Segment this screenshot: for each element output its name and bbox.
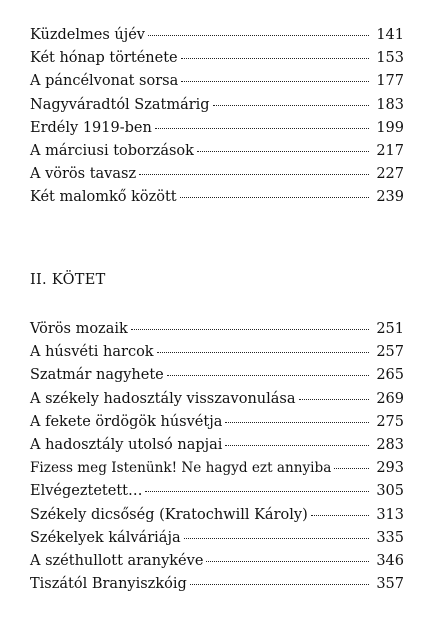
dot-leader xyxy=(181,81,369,82)
dot-leader xyxy=(157,352,369,353)
toc-entry xyxy=(30,411,404,434)
dot-leader xyxy=(181,58,369,59)
toc-entry xyxy=(30,434,404,457)
dot-leader xyxy=(155,128,369,129)
toc-entry xyxy=(30,117,404,140)
toc-entry xyxy=(30,457,404,480)
toc-entry-page: 257 xyxy=(376,344,404,361)
toc-entry-page: 251 xyxy=(376,321,404,337)
toc-entry xyxy=(30,70,404,93)
toc-entry-title: A széthullott aranykéve xyxy=(30,552,204,569)
toc-entry-page: 305 xyxy=(376,483,404,500)
toc-entry xyxy=(30,163,404,186)
toc-entry-page: 239 xyxy=(376,189,404,206)
dot-leader xyxy=(167,375,369,376)
dot-leader xyxy=(197,151,369,152)
dot-leader xyxy=(299,399,370,400)
toc-entry xyxy=(30,94,404,117)
dot-leader xyxy=(190,584,369,585)
toc-entry-page: 177 xyxy=(376,73,404,90)
toc-entry-title: Két hónap története xyxy=(30,50,178,67)
toc-entry-title: Fizess meg Istenünk! Ne hagyd ezt annyiba xyxy=(30,460,332,477)
toc-entry-title: Két malomkő között xyxy=(30,189,177,206)
toc-entry-title: A fekete ördögök húsvétja xyxy=(30,413,223,430)
toc-list-part-1 xyxy=(30,24,404,210)
toc-entry-title: A vörös tavasz xyxy=(30,166,137,183)
toc-entry-page: 357 xyxy=(376,576,404,593)
toc-entry-page: 141 xyxy=(376,27,404,43)
toc-entry-page: 227 xyxy=(376,166,404,183)
toc-entry xyxy=(30,364,404,387)
toc-entry xyxy=(30,47,404,70)
dot-leader xyxy=(334,468,369,469)
toc-entry xyxy=(30,388,404,411)
dot-leader xyxy=(213,105,369,106)
toc-entry-page: 153 xyxy=(376,50,404,67)
toc-entry xyxy=(30,341,404,364)
toc-entry-title: A hadosztály utolsó napjai xyxy=(30,436,223,453)
dot-leader xyxy=(225,445,369,446)
toc-entry-title: A székely hadosztály visszavonulása xyxy=(30,390,296,407)
toc-entry-title: Nagyváradtól Szatmárig xyxy=(30,96,210,113)
toc-entry-title: Küzdelmes újév xyxy=(30,27,145,43)
toc-entry-page: 183 xyxy=(376,96,404,113)
toc-entry xyxy=(30,24,404,47)
toc-entry-page: 293 xyxy=(376,460,404,477)
toc-entry-title: A márciusi toborzások xyxy=(30,142,194,159)
toc-entry-title: Székelyek kálváriája xyxy=(30,529,181,546)
toc-entry-title: Székely dicsőség (Kratochwill Károly) xyxy=(30,506,308,523)
toc-entry-title: Szatmár nagyhete xyxy=(30,367,164,384)
toc-entry-page: 269 xyxy=(376,390,404,407)
toc-entry-title: A húsvéti harcok xyxy=(30,344,154,361)
toc-entry-title: Erdély 1919-ben xyxy=(30,119,152,136)
dot-leader xyxy=(139,174,369,175)
toc-entry-page: 346 xyxy=(376,552,404,569)
toc-entry-title: Elvégeztetett… xyxy=(30,483,143,500)
toc-entry xyxy=(30,504,404,527)
dot-leader xyxy=(131,329,369,330)
toc-entry xyxy=(30,480,404,503)
section-heading: II. KÖTET xyxy=(30,272,106,288)
toc-entry xyxy=(30,318,404,341)
toc-entry-page: 217 xyxy=(376,142,404,159)
dot-leader xyxy=(184,538,369,539)
toc-entry-page: 313 xyxy=(376,506,404,523)
toc-list-part-2 xyxy=(30,318,404,596)
toc-entry xyxy=(30,186,404,209)
toc-entry-page: 265 xyxy=(376,367,404,384)
dot-leader xyxy=(311,515,369,516)
dot-leader xyxy=(206,561,369,562)
toc-entry-page: 283 xyxy=(376,436,404,453)
toc-entry xyxy=(30,527,404,550)
toc-entry-title: Tiszától Branyiszkóig xyxy=(30,576,187,593)
toc-entry-title: A páncélvonat sorsa xyxy=(30,73,179,90)
dot-leader xyxy=(148,35,369,36)
toc-entry-title: Vörös mozaik xyxy=(30,321,128,337)
toc-entry xyxy=(30,550,404,573)
toc-entry-page: 275 xyxy=(376,413,404,430)
dot-leader xyxy=(225,422,369,423)
dot-leader xyxy=(180,197,369,198)
dot-leader xyxy=(145,491,369,492)
toc-entry xyxy=(30,573,404,596)
toc-entry xyxy=(30,140,404,163)
toc-entry-page: 199 xyxy=(376,119,404,136)
toc-entry-page: 335 xyxy=(376,529,404,546)
